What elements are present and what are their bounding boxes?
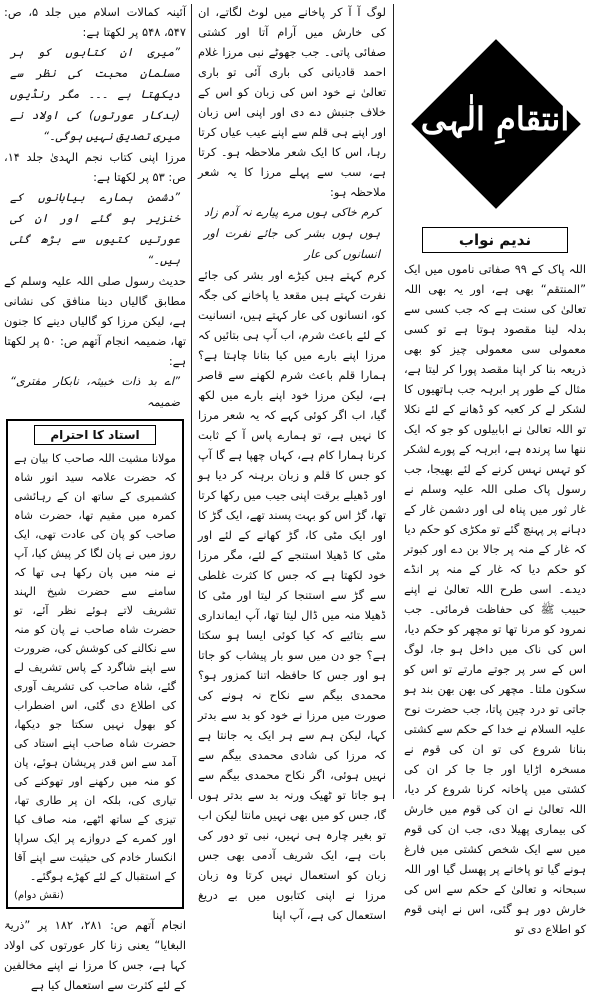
middle-body-bottom: کرم کہتے ہیں کیڑے اور بشر کی جائے نفرت کہتے ہیں مقعد یا پاخانے کی جگہ کو، انسانوں کی عار کہتے ہیں، انسانیت کے لئے باعث شرم، اب آپ ہی بتائیں کہ مرزا اپنے بارے میں کیا بتانا چاہتا ہے؟ ہمارا قلم باعث شرم لکھنے سے قاصر ہے، لیکن مرزا خود اپنے بارے میں لکھ گیا، اب اگر کوئی کہے کہ یہ شعر مرزا کا نہیں ہے، تو ہمارے پاس آ کے ثابت کرنا ہمارا کام ہے، کہاں چھپا ہے گا آپ کو جس کا قلم و زبان برہنہ کر دیا ہو اور ڈھیلے برقت اپنی جیب میں رکھا کرتا تھا، گڑ اس کو بہت پسند تھے، ایک گڑ کا اور ایک مٹی کا، گڑ کھانے کے لئے اور مٹی کا ڈھیلا استنجے کے لئے، مگر مرزا خود لکھتا ہے کہ جس کا کثرت غلطی سے گڑ سے استنجا کر لیتا اور مٹی کا ڈھیلا منہ میں ڈال لیتا تھا، آپ ایمانداری سے بتائیے کہ کیا کوئی ایسا ہو سکتا ہے؟ جو دن میں سو بار پیشاب کو جاتا ہو اور جس کا حافظہ اتنا کمزور ہو؟ محمدی بیگم سے نکاح نہ ہونے کی صورت میں مرزا نے خود کو بد سے بدتر کہا، لیکن ہم سے ہر ایک یہ جانتا ہے کہ مرزا کی شادی محمدی بیگم سے نہیں ہوئی، اگر نکاح محمدی بیگم سے ہو جاتا تو ٹھیک ورنہ بد سے بدتر ہوں گا، جس کو میں بھی نہیں مانتا لیکن اب تو بغیر چارہ ہی نہیں، نبی تو دور کی بات ہے، ایک شریف آدمی بھی جس زبان کو استعمال نہیں کرتا وہ زبان مرزا نے اپنی کتابوں میں بے دریغ استعمال کی ہے، آپ اپنا (198, 268, 386, 922)
hadith-paragraph: حدیث رسول صلی اللہ علیہ وسلم کے مطابق گالیاں دینا منافق کی نشانی ہے، لیکن مرزا کو گالیاں دینے کا جنون تھا، ضمیمہ انجام آتھم ص: ۵۰ پر لکھتا ہے: (4, 274, 186, 368)
reference-top: آئینہ کمالات اسلام میں جلد ۵، ص: ۵۴۷، ۵۴۸ پر لکھتا ہے: (4, 5, 186, 39)
quote-2: ”دشمن ہمارے بیابانوں کے خنزیر ہو گئے اور ان کی عورتیں کتیوں سے بڑھ گئی ہیں۔“ (10, 190, 180, 267)
sidebar-box (6, 419, 184, 909)
left-column (0, 0, 188, 992)
right-column-body: اللہ پاک کے ۹۹ صفاتی ناموں میں ایک ”المنتقم“ بھی ہے، اور یہ بھی اللہ تعالیٰ کی سنت ہے کہ جب کسی سے بدلہ لینا مقصود ہوتا ہے تو کسی معمولی سی معمولی چیز کو بھی ذریعہ بنا کر اپنا مقصد پورا کر لیتا ہے، مثال کے طور پر ابرہہ جب ہاتھیوں کا لشکر لے کر کعبہ کو ڈھانے کے لئے نکلا تو اللہ تعالیٰ نے ابابیلوں کو جو کہ ایک ننھا سا پرندہ ہے، ابرہہ کے پورے لشکر کو تہس نہس کرنے کے لئے بھیجا، جب رسول پاک صلی اللہ علیہ وسلم نے غار ثور میں پناہ لی اور دشمن غار کے دہانے پر پہنچ گئے تو مکڑی کو حکم دیا کہ غار کے منہ پر جالا بن دے اور کبوتر کو حکم دیا کہ غار کے منہ پر انڈے دیدے۔ اسی طرح اللہ تعالیٰ نے اپنے حبیب ﷺ کی حفاظت فرمائی۔ جب نمرود کو مرنا تھا تو مچھر کو حکم دیا، اس کی ناک میں داخل ہو جا، لوگ اس کے سر پر جوتے مارتے تو اس کو سکون ملتا۔ مچھر کی بھن بھن بند ہو جاتی تو درد چین پاتا، جب حضرت نوح علیہ السلام نے خدا کے حکم سے کشتی بنانا شروع کی تو ان کی قوم نے مسخرہ اڑایا اور جا جا کر ان کی کشتی میں پاخانہ کرنا شروع کر دیا، اللہ تعالیٰ نے ان کی قوم میں خارش کی بیماری پھیلا دی، جب ان کی قوم میں سے ایک شخص کشتی میں فارغ ہونے گیا تو پاخانے پر پھسل گیا اور اللہ سبحانہ و تعالیٰ کے حکم سے اس کی خارش دور ہو گئی، اس نے اپنی قوم کو اطلاع دی تو (404, 262, 586, 936)
box-reference: (نقش دوام) (14, 890, 64, 901)
middle-column (194, 0, 390, 922)
quote-1: ”میری ان کتابوں کو ہر مسلمان محبت کی نظر سے دیکھتا ہے ۔۔۔ مگر رنڈیوں (بدکار عورتوں) کی اولاد نے میری تصدیق نہیں ہوگی۔“ (10, 45, 180, 143)
verse (198, 202, 386, 265)
author-name: ندیم نواب (422, 227, 568, 253)
verse-text: کرم خاکی ہوں مرے پیارے نہ آدم زاد ہوں ہوں بشر کی جائے نفرت اور انسانوں کی عار (204, 205, 380, 261)
middle-body-top: لوگ آ آ کر پاخانے میں لوٹ لگاتے، ان کی خارش میں آرام آتا اور کشتی صفائی پاتی۔ جب جھوٹے نبی مرزا غلام احمد قادیانی کی باری آئی تو باری تعالیٰ نے خود اس کی زبان کو اس کے خلاف جنبش دے دی اور اپنی اس زبان اور اپنے ہی قلم سے اپنے عیب عیاں کرتا رہا، اس کا ایک شعر ملاحظہ ہو۔ کرتا ہے، سب سے پہلے مرزا کا یہ شعر ملاحظہ ہو: (198, 5, 386, 199)
column-divider (191, 4, 192, 799)
article-title-graphic (410, 38, 580, 223)
column-divider (393, 4, 394, 799)
quote-3: ”اے بد ذات خبیثہ، نابکار مفتری“ ضمیمہ (10, 374, 180, 409)
quote-block (4, 187, 186, 271)
box-body: مولانا مشیت اللہ صاحب کا بیان ہے کہ حضرت علامہ سید انور شاہ کشمیری کے ساتھ ان کے رہائشی کمرہ میں مقیم تھا، حضرت شاہ صاحب کو پان کی عادت تھی، ایک روز میں نے پان لگا کر پیش کیا، آپ نے منہ میں پان رکھا ہی تھا کہ سامنے سے حضرت شیخ الہند تشریف لاتے ہوئے نظر آئے، تو حضرت شاہ صاحب نے پان کو منہ سے نکالنے کی کوشش کی، ضرورت سے اپنے شاگرد کے پاس تشریف لے گئے، شاہ صاحب کی تشریف آوری کی اطلاع دی گئی، اس اضطراب کو بھول نہیں سکتا جو دیکھا، حضرت شاہ صاحب اپنے استاد کی آمد سے اس قدر پریشان ہوئے، پان کو منہ میں رکھنے اور تھوکنے کی تیاری کی، بلکہ ان پر طاری تھا، تیزی کے ساتھ اٹھے، منہ صاف کیا اور کمرے کے دروازے پر ایک سراپا انکسار خادم کی حیثیت سے اپنے آقا کے استقبال کے لئے کھڑے ہوگئے۔ (14, 452, 176, 883)
right-column (398, 0, 590, 936)
reference-middle: مرزا اپنی کتاب نجم الہدیٰ جلد ۱۴، ص: ۵۳ پر لکھتا ہے: (4, 150, 186, 184)
quote-block (4, 42, 186, 147)
box-title: استاد کا احترام (34, 425, 156, 445)
left-bottom-text: انجام آتھم ص: ۲۸۱، ۱۸۲ پر ”ذریۃ البغایا“ یعنی زنا کار عورتوں کی اولاد کہا ہے، جس کا مرزا نے اپنے مخالفین کے لئے کثرت سے استعمال کیا ہے (4, 918, 186, 992)
article-title: انتقامِ الٰہی (420, 100, 570, 138)
quote-block (4, 371, 186, 413)
